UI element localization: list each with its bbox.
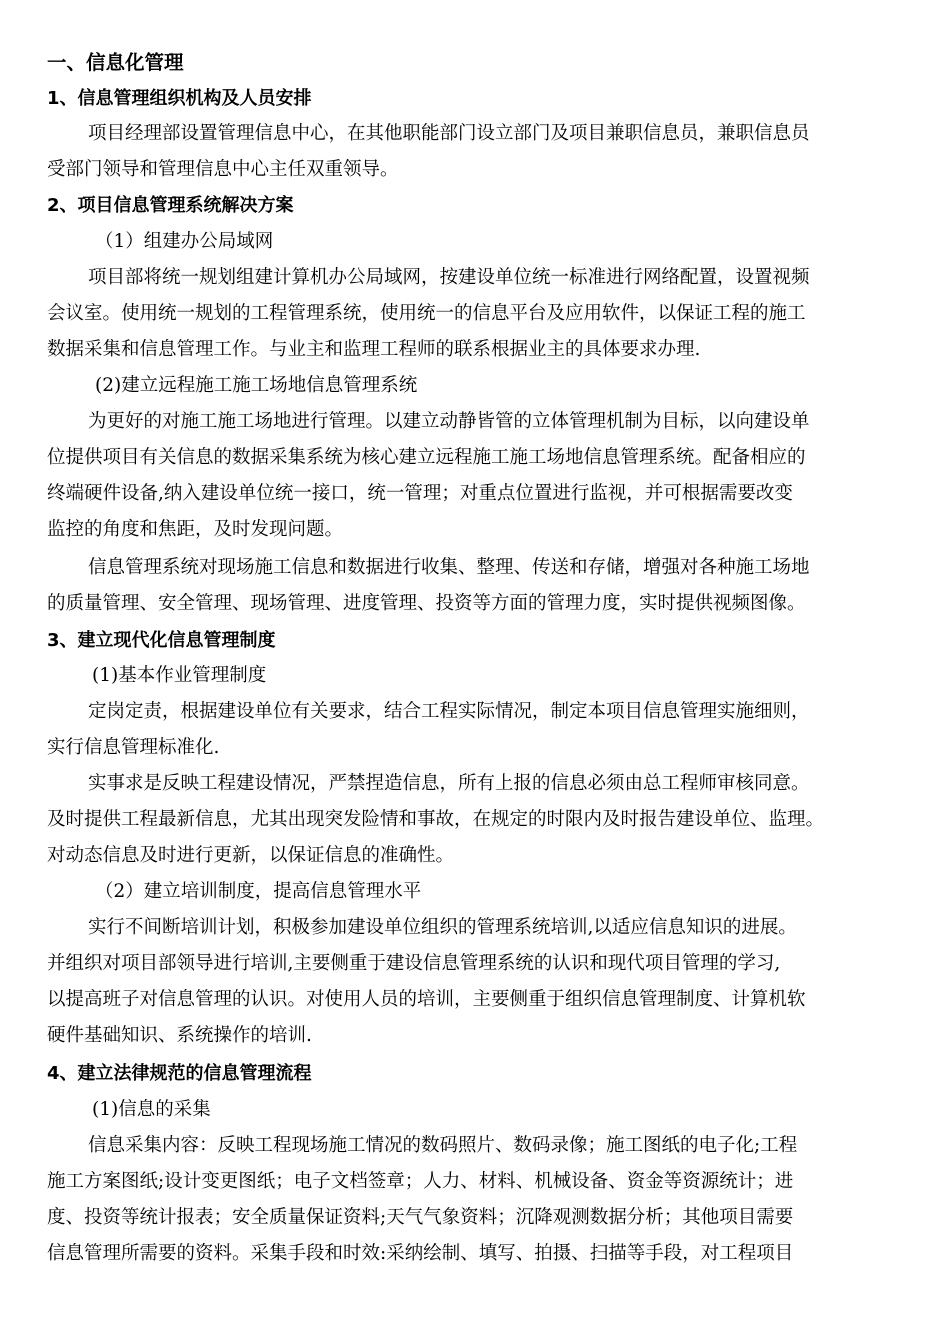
subsection-heading: （1）组建办公局域网 [95,231,274,252]
paragraph-line: 实事求是反映工程建设情况，严禁捏造信息，所有上报的信息必须由总工程师审核同意。 [88,773,810,794]
section-heading-2: 2、项目信息管理系统解决方案 [47,195,294,216]
paragraph-line: 位提供项目有关信息的数据采集系统为核心建立远程施工施工场地信息管理系统。配备相应的 [47,447,806,468]
paragraph-line: 实行不间断培训计划，积极参加建设单位组织的管理系统培训,以适应信息知识的进展。 [88,917,797,938]
paragraph-line: 实行信息管理标准化. [47,737,220,758]
main-heading: 一、信息化管理 [47,51,184,74]
paragraph-line: 受部门领导和管理信息中心主任双重领导。 [47,159,399,180]
subsection-heading: (1)信息的采集 [92,1099,211,1120]
paragraph-line: 信息采集内容：反映工程现场施工情况的数码照片、数码录像；施工图纸的电子化;工程 [88,1135,798,1156]
section-heading-1: 1、信息管理组织机构及人员安排 [47,88,312,109]
paragraph-line: 及时提供工程最新信息，尤其出现突发险情和事故，在规定的时限内及时报告建设单位、监理。 [47,809,825,830]
paragraph-line: 数据采集和信息管理工作。与业主和监理工程师的联系根据业主的具体要求办理. [47,339,701,360]
paragraph-line: 项目经理部设置管理信息中心，在其他职能部门设立部门及项目兼职信息员，兼职信息员 [88,123,810,144]
paragraph-line: 的质量管理、安全管理、现场管理、进度管理、投资等方面的管理力度，实时提供视频图像。 [47,593,806,614]
paragraph-line: 度、投资等统计报表；安全质量保证资料;天气气象资料；沉降观测数据分析；其他项目需要 [47,1207,794,1228]
paragraph-line: 项目部将统一规划组建计算机办公局域网，按建设单位统一标准进行网络配置，设置视频 [88,267,810,288]
subsection-heading: (1)基本作业管理制度 [92,665,267,686]
paragraph-line: 终端硬件设备,纳入建设单位统一接口，统一管理；对重点位置进行监视，并可根据需要改变 [47,483,793,504]
paragraph-line: 对动态信息及时进行更新，以保证信息的准确性。 [47,845,455,866]
paragraph-line: 施工方案图纸;设计变更图纸；电子文档签章；人力、材料、机械设备、资金等资源统计；进 [47,1171,794,1192]
section-heading-3: 3、建立现代化信息管理制度 [47,630,276,651]
subsection-heading: (2)建立远程施工施工场地信息管理系统 [95,375,418,396]
section-heading-4: 4、建立法律规范的信息管理流程 [47,1063,312,1084]
paragraph-line: 定岗定责，根据建设单位有关要求，结合工程实际情况，制定本项目信息管理实施细则， [88,701,810,722]
paragraph-line: 信息管理所需要的资料。采集手段和时效:采纳绘制、填写、拍摄、扫描等手段，对工程项目 [47,1243,794,1264]
paragraph-line: 信息管理系统对现场施工信息和数据进行收集、整理、传送和存储，增强对各种施工场地 [88,557,810,578]
paragraph-line: 为更好的对施工施工场地进行管理。以建立动静皆管的立体管理机制为目标，以向建设单 [88,411,810,432]
subsection-heading: （2）建立培训制度，提高信息管理水平 [95,881,422,902]
paragraph-line: 硬件基础知识、系统操作的培训. [47,1025,312,1046]
paragraph-line: 并组织对项目部领导进行培训,主要侧重于建设信息管理系统的认识和现代项目管理的学习, [47,953,781,974]
paragraph-line: 会议室。使用统一规划的工程管理系统，使用统一的信息平台及应用软件，以保证工程的施工 [47,303,806,324]
paragraph-line: 监控的角度和焦距，及时发现问题。 [47,519,344,540]
paragraph-line: 以提高班子对信息管理的认识。对使用人员的培训，主要侧重于组织信息管理制度、计算机软 [47,989,806,1010]
